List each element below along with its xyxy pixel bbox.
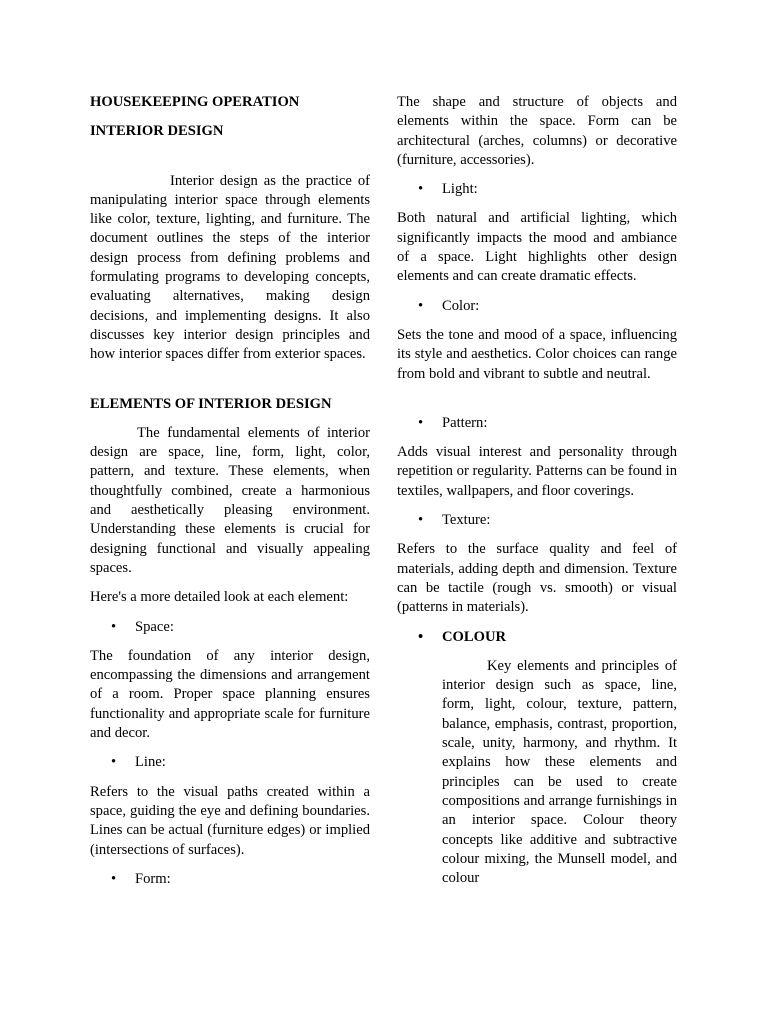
bullet-icon: • <box>418 512 424 529</box>
left-column <box>90 93 370 899</box>
bullet-icon: • <box>111 618 117 635</box>
texture-paragraph: Refers to the surface quality and feel of materials, adding depth and dimension. Texture can be tactile (rough vs. smooth) or visual (patterns in materials). <box>397 541 677 616</box>
bullet-line <box>90 753 370 772</box>
right-column <box>397 93 677 898</box>
pattern-paragraph: Adds visual interest and personality through repetition or regularity. Patterns can be found in textiles, wallpapers, and floor coverings. <box>397 444 677 499</box>
document-title: HOUSEKEEPING OPERATION <box>90 94 300 110</box>
bullet-label-color: Color: <box>442 297 480 314</box>
section-title-elements: ELEMENTS OF INTERIOR DESIGN <box>90 395 332 412</box>
bullet-space <box>90 618 370 637</box>
bullet-form <box>90 870 370 889</box>
bullet-label-texture: Texture: <box>442 512 491 529</box>
bullet-icon: • <box>418 628 424 645</box>
bullet-colour <box>397 628 677 647</box>
bullet-icon: • <box>111 754 117 771</box>
intro-paragraph: Interior design as the practice of manipulating interior space through elements like color, texture, lighting, and furniture. The document outlines the steps of the interior design process from defining problems and formulating programs to developing concepts, evaluating alternatives, making design decisions, and implementing designs. It also discusses key interior design principles and how interior spaces differ from exterior spaces. <box>90 172 370 363</box>
bullet-label-line: Line: <box>135 754 166 771</box>
colour-paragraph: Key elements and principles of interior design such as space, line, form, light, colour, texture, pattern, balance, emphasis, contrast, proportion, scale, unity, harmony, and rhythm. It explains how these elements and principles can be used to create compositions and arrange furnishings in an interior space. Colour theory concepts like additive and subtractive colour mixing, the Munsell model, and colour <box>442 657 677 887</box>
form-paragraph: The shape and structure of objects and elements within the space. Form can be architectural (arches, columns) or decorative (furniture, accessories). <box>397 94 677 168</box>
light-paragraph: Both natural and artificial lighting, which significantly impacts the mood and ambiance of a space. Light highlights other design elements and can create dramatic effects. <box>397 210 677 285</box>
bullet-label-space: Space: <box>135 618 174 635</box>
bullet-label-colour: COLOUR <box>442 628 507 645</box>
color-paragraph: Sets the tone and mood of a space, influencing its style and aesthetics. Color choices can range from bold and vibrant to subtle and neutral. <box>397 326 677 382</box>
bullet-light <box>397 180 677 199</box>
bullet-pattern <box>397 414 677 433</box>
space-paragraph: The foundation of any interior design, encompassing the dimensions and arrangement of a room. Proper space planning ensures functionality and appropriate scale for furniture and decor. <box>90 647 370 742</box>
line-paragraph: Refers to the visual paths created within a space, guiding the eye and defining boundaries. Lines can be actual (furniture edges) or implied (intersections of surfaces). <box>90 783 370 858</box>
section-title-interior-design: INTERIOR DESIGN <box>90 123 224 140</box>
bullet-icon: • <box>418 414 424 431</box>
elements-intro-paragraph: The fundamental elements of interior design are space, line, form, light, color, pattern, and texture. These elements, when thoughtfully combined, create a harmonious and aesthetically pleasing environment. Understanding these elements is crucial for designing functional and visually appealing spaces. <box>90 424 370 576</box>
bullet-label-light: Light: <box>442 181 478 198</box>
bullet-texture <box>397 511 677 530</box>
bullet-label-form: Form: <box>135 870 171 887</box>
bullet-icon: • <box>418 297 424 314</box>
bullet-icon: • <box>111 870 117 887</box>
bullet-label-pattern: Pattern: <box>442 414 488 431</box>
bullet-color <box>397 297 677 316</box>
bullet-icon: • <box>418 181 424 198</box>
detail-lead-paragraph: Here's a more detailed look at each element: <box>90 589 349 606</box>
